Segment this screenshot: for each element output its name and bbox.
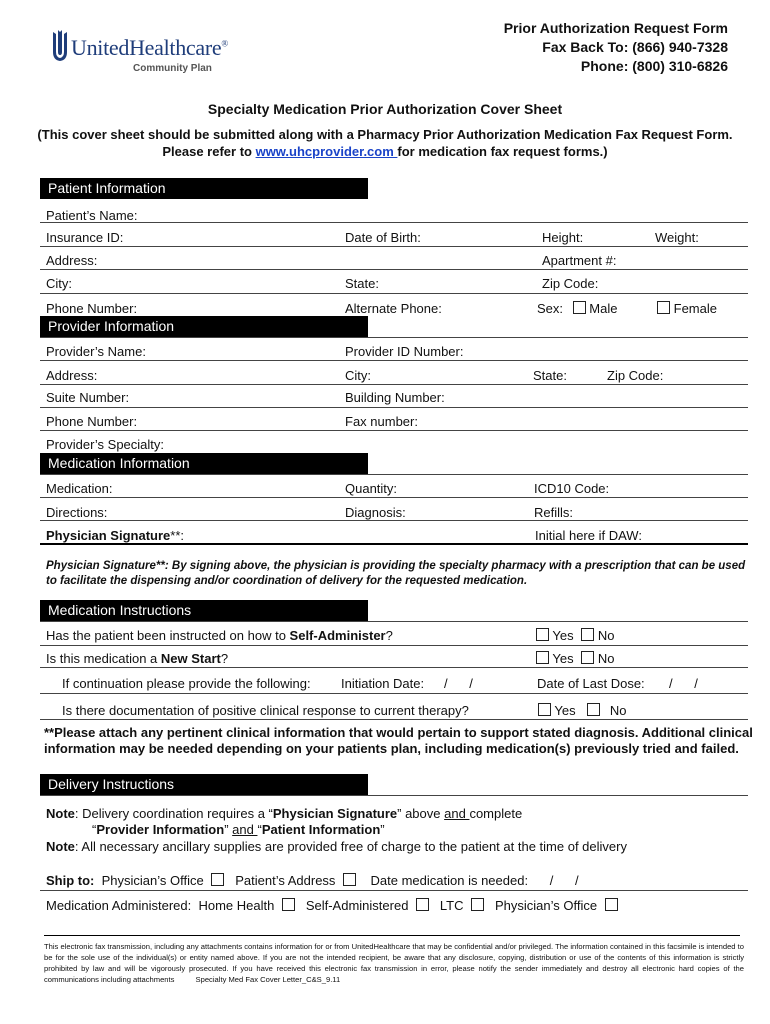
self-administer-question: Has the patient been instructed on how to Self-Administer?	[46, 628, 393, 643]
ship-to-line	[40, 890, 748, 891]
page-title: Specialty Medication Prior Authorization Cover Sheet	[207, 101, 563, 117]
female-checkbox[interactable]	[657, 301, 670, 314]
patient-state-label: State:	[345, 276, 379, 291]
signature-note: Physician Signature**: By signing above, the physician is providing the specialty pharmacy with a prescription that can be used to facilitate the dispensing and/or coordination of delivery for the requested medication.	[46, 560, 746, 587]
diagnosis-label: Diagnosis:	[345, 505, 406, 520]
provider-state-label: State:	[533, 368, 567, 383]
clinical-response-question: Is there documentation of positive clinical response to current therapy?	[62, 703, 469, 718]
provider-name-label: Provider’s Name:	[46, 344, 146, 359]
signature-line[interactable]	[40, 543, 748, 545]
ship-patients-address-checkbox[interactable]	[343, 873, 356, 886]
clinical-response-yes-checkbox[interactable]	[538, 703, 551, 716]
form-code: Specialty Med Fax Cover Letter_C&S_9.11	[195, 975, 341, 984]
directions-line[interactable]	[40, 520, 748, 521]
quantity-label: Quantity:	[345, 481, 398, 496]
provider-specialty-label: Provider’s Specialty:	[46, 437, 165, 452]
icd10-label: ICD10 Code:	[534, 481, 610, 496]
logo-name: UnitedHealthcare®	[71, 35, 228, 60]
ship-physicians-office-checkbox[interactable]	[211, 873, 224, 886]
alt-phone-label: Alternate Phone:	[345, 301, 442, 316]
q1-line	[40, 645, 748, 646]
medication-line[interactable]	[40, 497, 748, 498]
suite-line[interactable]	[40, 407, 748, 408]
delivery-divider	[40, 795, 748, 796]
male-checkbox[interactable]	[573, 301, 586, 314]
phone-number: Phone: (800) 310-6826	[580, 58, 728, 74]
self-administered-checkbox[interactable]	[416, 898, 429, 911]
dob-label: Date of Birth:	[345, 230, 421, 245]
patient-name-label: Patient’s Name:	[46, 208, 138, 223]
page-subtitle: (This cover sheet should be submitted along with a Pharmacy Prior Authorization Medication Fax Request Form. Please refer to www.uhcprovider.com for medication fax request forms.)	[37, 127, 733, 159]
height-label: Height:	[542, 230, 584, 245]
initiation-date-label: Initiation Date:	[341, 676, 425, 691]
date-needed-field[interactable]: / /	[549, 873, 579, 888]
refills-label: Refills:	[534, 505, 574, 520]
clinical-response-options: Yes No	[538, 703, 626, 718]
administered-row: Medication Administered: Home Health Self-Administered LTC Physician’s Office	[46, 898, 618, 913]
provider-address-line[interactable]	[40, 384, 748, 385]
patient-info-heading: Patient Information	[40, 178, 368, 199]
ship-to-row: Ship to: Physician’s Office Patient’s Address Date medication is needed: / /	[46, 873, 579, 888]
q3-line	[40, 693, 748, 694]
weight-label: Weight:	[655, 230, 699, 245]
building-label: Building Number:	[345, 390, 445, 405]
form-title: Prior Authorization Request Form	[503, 20, 728, 36]
delivery-note-1: Note: Delivery coordination requires a “Physician Signature” above and complete	[46, 806, 523, 821]
clinical-info-warning: **Please attach any pertinent clinical information that would pertain to support stated diagnosis. Additional clinical information may be needed depending on your patients plan, including medication(s) previously tried and failed.	[44, 725, 753, 756]
footer-divider	[44, 935, 740, 936]
patient-zip-label: Zip Code:	[542, 276, 599, 291]
sex-field: Sex: Male	[537, 301, 618, 316]
medication-info-heading: Medication Information	[40, 453, 368, 474]
female-field	[657, 301, 717, 316]
fax-number: Fax Back To: (866) 940-7328	[542, 39, 728, 55]
home-health-checkbox[interactable]	[282, 898, 295, 911]
insurance-id-label: Insurance ID:	[46, 230, 124, 245]
ltc-checkbox[interactable]	[471, 898, 484, 911]
logo-subtitle: Community Plan	[133, 63, 212, 74]
initiation-date-field[interactable]: / /	[444, 676, 473, 691]
confidentiality-footer: This electronic fax transmission, including any attachments contains information for or from UnitedHealthcare that may be confidential and/or privileged. The information contained in this facsimile is intended to be for the sole use of the individual(s) or entity named above. If you are not the intended recipient, be aware that any disclosure, copying, distribution or use of the contents of this information is strictly prohibited by law and will be vigorously prosecuted. If you have received this electronic fax transmission in error, please notify the sender immediately and destroy all electronic hard copies of the communications including attachments Specialty Med Fax Cover Letter_C&S_9.11	[44, 942, 744, 984]
physician-signature-label: Physician Signature**:	[46, 528, 184, 543]
patient-phone-label: Phone Number:	[46, 301, 138, 316]
provider-divider	[40, 337, 748, 338]
new-start-yes-checkbox[interactable]	[536, 651, 549, 664]
apartment-label: Apartment #:	[542, 253, 617, 268]
medication-instructions-heading: Medication Instructions	[40, 600, 368, 621]
provider-fax-label: Fax number:	[345, 414, 418, 429]
delivery-instructions-heading: Delivery Instructions	[40, 774, 368, 795]
new-start-options: Yes No	[536, 651, 614, 666]
medication-divider	[40, 474, 748, 475]
suite-label: Suite Number:	[46, 390, 130, 405]
daw-label: Initial here if DAW:	[535, 528, 642, 543]
patient-city-line[interactable]	[40, 293, 748, 294]
provider-phone-line[interactable]	[40, 430, 748, 431]
q2-line	[40, 667, 748, 668]
uhcprovider-link[interactable]: www.uhcprovider.com	[255, 144, 398, 159]
provider-zip-label: Zip Code:	[607, 368, 664, 383]
medication-label: Medication:	[46, 481, 113, 496]
self-administer-no-checkbox[interactable]	[581, 628, 594, 641]
male-label: Male	[589, 301, 618, 316]
last-dose-label: Date of Last Dose:	[537, 676, 645, 691]
instructions-divider	[40, 621, 748, 622]
last-dose-field[interactable]: / /	[669, 676, 698, 691]
clinical-response-no-checkbox[interactable]	[587, 703, 600, 716]
provider-info-heading: Provider Information	[40, 316, 368, 337]
self-administer-options: Yes No	[536, 628, 614, 643]
unitedhealthcare-logo-icon	[52, 30, 68, 62]
provider-name-line[interactable]	[40, 360, 748, 361]
provider-address-label: Address:	[46, 368, 98, 383]
administered-physicians-office-checkbox[interactable]	[605, 898, 618, 911]
insurance-line[interactable]	[40, 246, 748, 247]
new-start-question: Is this medication a New Start?	[46, 651, 229, 666]
continuation-prompt: If continuation please provide the following:	[62, 676, 311, 691]
patient-address-label: Address:	[46, 253, 98, 268]
patient-city-label: City:	[46, 276, 72, 291]
directions-label: Directions:	[46, 505, 108, 520]
delivery-note-1-cont: “Provider Information” and “Patient Information”	[92, 822, 385, 837]
new-start-no-checkbox[interactable]	[581, 651, 594, 664]
q4-line	[40, 719, 748, 720]
provider-id-label: Provider ID Number:	[345, 344, 464, 359]
delivery-note-2: Note: All necessary ancillary supplies are provided free of charge to the patient at the time of delivery	[46, 839, 627, 854]
self-administer-yes-checkbox[interactable]	[536, 628, 549, 641]
patient-name-line[interactable]	[40, 222, 748, 223]
provider-phone-label: Phone Number:	[46, 414, 138, 429]
provider-city-label: City:	[345, 368, 371, 383]
female-label: Female	[673, 301, 717, 316]
patient-address-line[interactable]	[40, 269, 748, 270]
